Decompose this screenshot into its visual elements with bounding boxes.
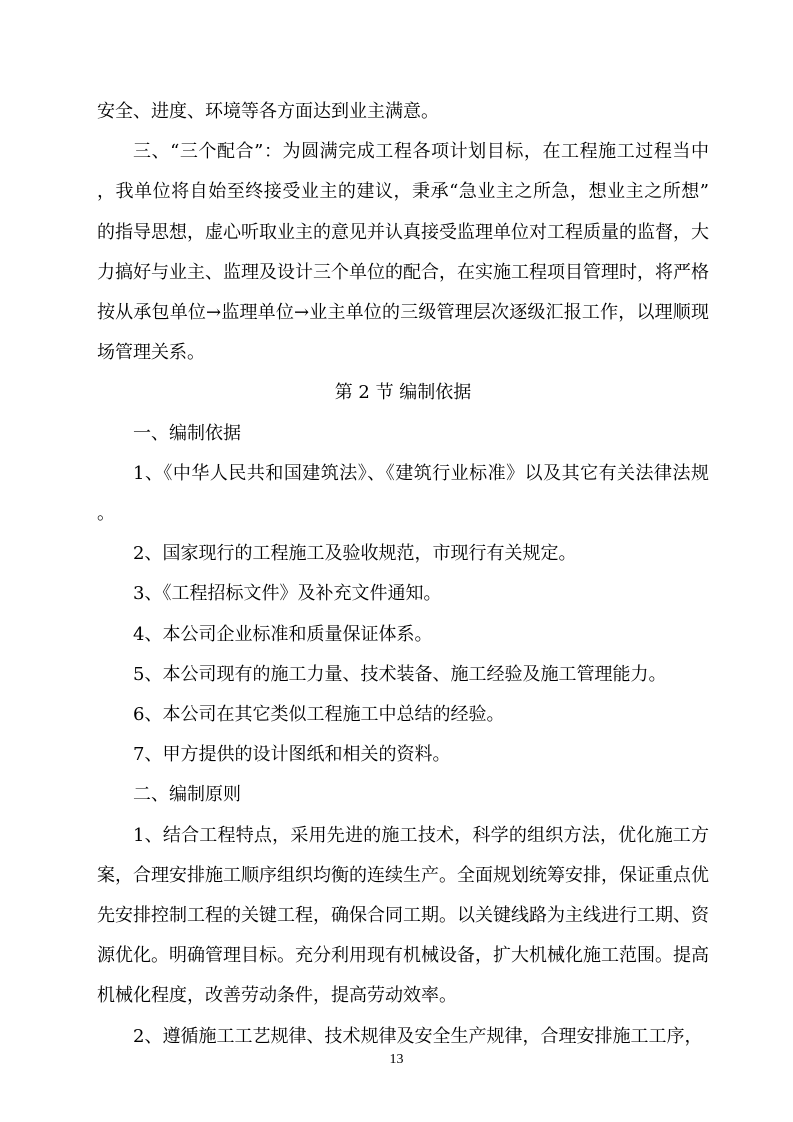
body-text	[97, 92, 709, 1057]
list-item-basis-4: 4、本公司企业标准和质量保证体系。	[133, 623, 433, 645]
list-item-basis-2: 2、国家现行的工程施工及验收规范，市现行有关规定。	[133, 543, 577, 565]
list-item-basis-5: 5、本公司现有的施工力量、技术装备、施工经验及施工管理能力。	[133, 663, 667, 685]
list-item-principle-1: 1、结合工程特点，采用先进的施工技术，科学的组织方法，优化施工方案，合理安排施工顺序组织均衡的连续生产。全面规划统筹安排，保证重点优先安排控制工程的关键工程，确保合同工期。以关键线路为主线进行工期、资源优化。明确管理目标。充分利用现有机械设备，扩大机械化施工范围。提高机械化程度，改善劳动条件，提高劳动效率。	[97, 824, 709, 1007]
page-number: 13	[389, 1052, 404, 1067]
list-item-basis-6: 6、本公司在其它类似工程施工中总结的经验。	[133, 704, 505, 726]
list-item-basis-1: 1、《中华人民共和国建筑法》、《建筑行业标准》以及其它有关法律法规。	[97, 462, 709, 525]
list-item-basis-7: 7、甲方提供的设计图纸和相关的资料。	[133, 744, 451, 766]
paragraph-continuation: 安全、进度、环境等各方面达到业主满意。	[97, 101, 439, 122]
subheading-principles: 二、编制原则	[133, 784, 241, 806]
subheading-basis: 一、编制依据	[133, 422, 241, 444]
list-item-basis-3: 3、《工程招标文件》及补充文件通知。	[133, 583, 442, 605]
list-item-principle-2: 2、遵循施工工艺规律、技术规律及安全生产规律，合理安排施工工序，	[133, 1025, 703, 1047]
paragraph-three-cooperations: 三、“三个配合”：为圆满完成工程各项计划目标，在工程施工过程当中，我单位将自始至终接受业主的建议，秉承“急业主之所急，想业主之所想”的指导思想，虚心听取业主的意见并认真接受监理单位对工程质量的监督，大力搞好与业主、监理及设计三个单位的配合，在实施工程项目管理时，将严格按从承包单位→监理单位→业主单位的三级管理层次逐级汇报工作，以理顺现场管理关系。	[97, 141, 709, 364]
section-heading: 第 2 节 编制依据	[334, 382, 472, 404]
